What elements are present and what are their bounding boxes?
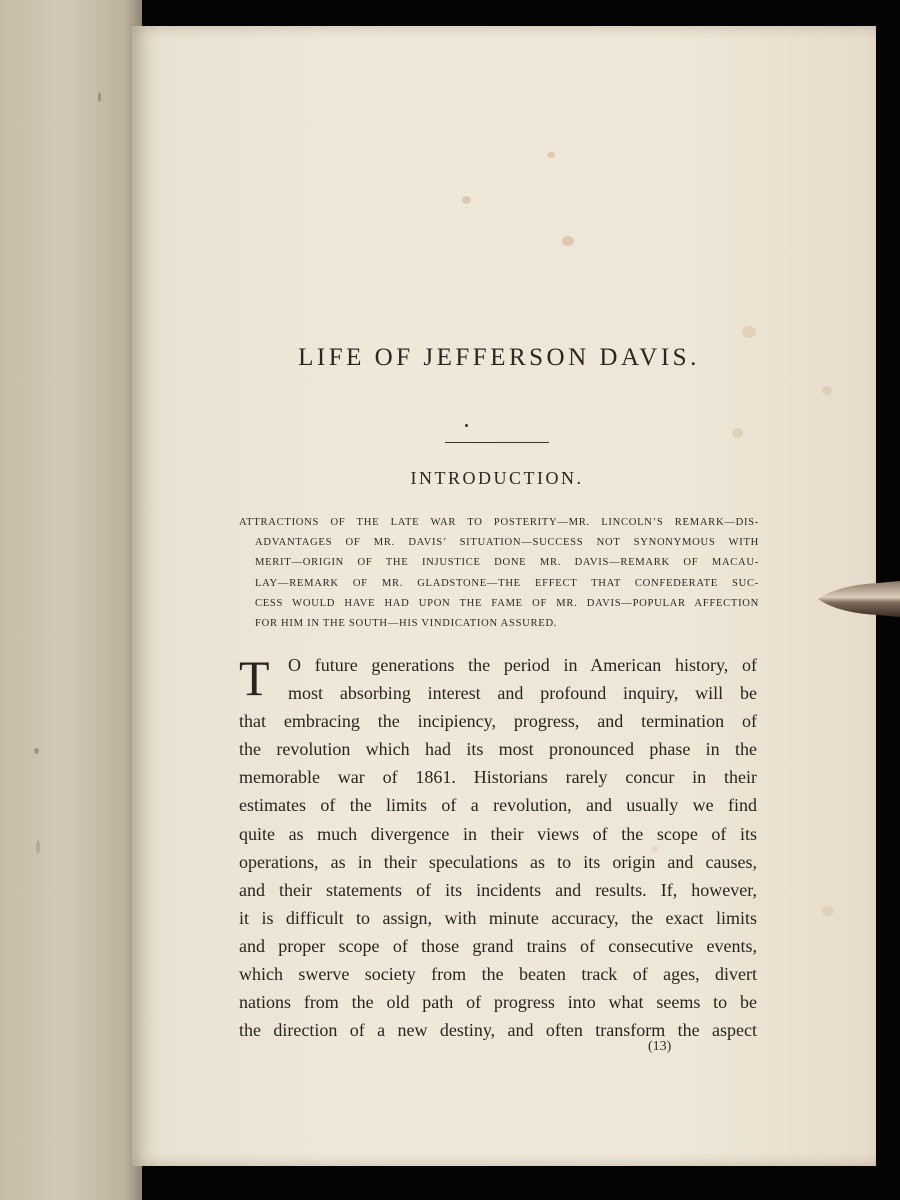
body-line: quite as much divergence in their views of the scope of its [239,823,757,844]
foxing-spot [547,152,555,158]
drop-cap: T [239,650,270,706]
bookmark-tip-icon [818,575,900,623]
body-paragraph [239,651,757,1044]
body-line: operations, as in their speculations as to its origin and causes, [239,851,757,872]
body-line: O future generations the period in American history, of [288,655,757,675]
book-page [132,26,876,1166]
body-line: that embracing the incipiency, progress, and termination of [239,711,757,732]
body-line: it is difficult to assign, with minute accuracy, the exact limits [239,907,757,928]
synopsis-line: ADVANTAGES OF MR. DAVIS’ SITUATION—SUCCESS NOT SYNONYMOUS WITH [255,537,759,549]
body-line: the direction of a new destiny, and often transform the aspect [239,1020,757,1041]
foxing-spot [822,386,832,395]
synopsis-line: FOR HIM IN THE SOUTH—HIS VINDICATION ASSURED. [255,618,558,630]
foxing-spot [822,906,834,916]
page-blemish [36,840,40,854]
foxing-spot [732,428,743,438]
body-line: estimates of the limits of a revolution, and usually we find [239,795,757,816]
page-number: (13) [648,1039,672,1054]
title-rule [445,442,549,443]
body-line: and proper scope of those grand trains of consecutive events, [239,935,757,956]
body-line: most absorbing interest and profound inquiry, will be [288,683,757,704]
left-facing-page [0,0,142,1200]
chapter-synopsis [239,513,759,634]
synopsis-line: ATTRACTIONS OF THE LATE WAR TO POSTERITY—MR. LINCOLN’S REMARK—DIS- [239,517,759,528]
body-line: nations from the old path of progress into what seems to be [239,992,757,1013]
section-heading: INTRODUCTION. [410,468,584,488]
body-line: the revolution which had its most pronounced phase in the [239,739,757,760]
title-ornament-dot [465,424,468,427]
foxing-spot [462,196,471,204]
foxing-spot [562,236,574,246]
synopsis-line: CESS WOULD HAVE HAD UPON THE FAME OF MR. DAVIS—POPULAR AFFECTION [255,597,759,609]
page-blemish [98,92,101,102]
foxing-spot [742,326,756,338]
synopsis-line: LAY—REMARK OF MR. GLADSTONE—THE EFFECT THAT CONFEDERATE SUC- [255,577,759,589]
body-line: and their statements of its incidents and results. If, however, [239,879,757,900]
book-title: LIFE OF JEFFERSON DAVIS. [298,344,700,371]
page-blemish [34,748,39,754]
body-line: memorable war of 1861. Historians rarely concur in their [239,767,757,788]
synopsis-line: MERIT—ORIGIN OF THE INJUSTICE DONE MR. DAVIS—REMARK OF MACAU- [255,557,759,569]
body-line: which swerve society from the beaten track of ages, divert [239,964,757,985]
